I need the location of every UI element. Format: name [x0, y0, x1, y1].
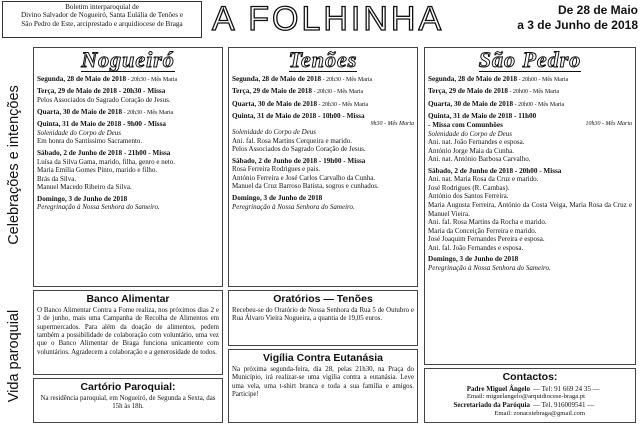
side-label-parish-life: Vida paroquial — [6, 309, 23, 403]
nogueiro-box — [33, 47, 223, 287]
event: Domingo, 3 de Junho de 2018 Peregrinação à Nossa Senhora do Sameiro. — [37, 194, 160, 212]
event: Segunda, 28 de Maio de 2018 - 20h30 - Mês Maria — [37, 75, 178, 83]
priest-email[interactable]: Email: miguelangelo@arquidiocese-braga.pt — [466, 393, 585, 401]
cartorio-text: Na residência paroquial, em Nogueiró, de Segunda a Sexta, das 15h às 18h. — [40, 394, 216, 411]
secretariat-row: Secretariado da Paróquia — Tel. 916009541 — — [453, 401, 595, 410]
info-line: São Pedro de Este, arciprestado e arquidiocese de Braga — [21, 19, 183, 28]
tenoes-title: Tenões — [288, 47, 358, 72]
oratorios-box — [228, 290, 418, 346]
event: Terça, 29 de Maio de 2018 - 20h30 - Missa Pelos Associados do Sagrado Coração de Jesus. — [37, 87, 171, 105]
side-label-celebrations: Celebrações e intenções — [6, 85, 23, 245]
date-line-2: a 3 de Junho de 2018 — [517, 18, 638, 32]
vigilia-text: Na próxima segunda-feira, dia 28, pelas 21h30, na Praça do Município, irá realizar-se uma vigília contra a eutanásia. Leve uma vela, uma t-shirt branca e toda a sua família e amigos. Participe! — [232, 365, 414, 399]
tenoes-box: Tenões Segunda, 28 de Maio de 2018 - 20h30 - Mês Maria Terça, 29 de Maio de 2018 - 20h30 - Mês Maria Quarta, 30 de Maio de 2018 - 20h30 - Mês Maria Quinta, 31 de Maio de 2018 - 10h00 - Missa 9h30 - Mês Maria Solenidade do Corpo de Deus Ani. fal. Rosa Martins Cerqueira e marido. Pelos Associados do Sagrado Coração de Jesus. Sábado, 2 de Junho de 2018 - 19h00 - Missa Rosa Ferreira Rodrigues e pais. António Ferreira e José Carlos Carvalho da Cunha. Manuel da Cruz Barroso Batista, sogros e cunhados. Domingo, 3 de Junho de 2018 Peregrinação à Nossa Senhora do Sameiro. — [228, 47, 418, 287]
oratorios-title: Oratórios — Tenões — [273, 293, 373, 305]
event: Domingo, 3 de Junho de 2018 Peregrinação à Nossa Senhora do Sameiro. — [232, 194, 355, 211]
banco-alimentar-title: Banco Alimentar — [86, 293, 170, 305]
info-line: Boletim interparoquial de — [65, 3, 139, 11]
contacts-title: Contactos: — [502, 371, 558, 383]
date-range — [468, 3, 638, 33]
event: Domingo, 3 de Junho de 2018 Peregrinação à Nossa Senhora do Sameiro. — [428, 255, 551, 272]
contacts-box — [424, 368, 636, 423]
event: Quinta, 31 de Maio de 2018 - 9h00 - Missa Solenidade do Corpo de Deus Em honra do Santíssimo Sacramento. — [37, 119, 166, 146]
priest-row: Padre Miguel Ângelo — Tel: 91 669 24 35 — — [466, 384, 600, 393]
oratorios-text: Recebeu-se do Oratório de Nossa Senhora da Rua 5 de Outubro e Rua Álvaro Vieira Nogueira, a quantia de 19,05 euros. — [232, 306, 414, 323]
event: Quarta, 30 de Maio de 2018 - 20h30 - Mês Maria — [37, 107, 174, 116]
sao-pedro-title: São Pedro — [478, 47, 582, 72]
secretariat-email[interactable]: Email: zonacstebraga@gmail.com — [494, 409, 585, 417]
event: Sábado, 2 de Junho de 2018 - 19h00 - Missa Rosa Ferreira Rodrigues e pais. António Ferreira e José Carlos Carvalho da Cunha. Manuel da Cruz Barroso Batista, sogros e cunhados. — [232, 156, 379, 191]
event: Quinta, 31 de Maio de 2018 - 11h00 - Missa com Comunhões 10h30 - Mês Maria Solenidade do Corpo de Deus Ani. nat. João Fernandes e esposa. António Jorge Maia da Cunha. Ani. nat. António Barbosa Carvalho. — [428, 111, 632, 164]
event: Sábado, 2 de Junho de 2018 - 20h00 - Missa Ani. nat. Maria Rosa da Cruz e marido. José Rodrigues (R. Cambas). António dos Santos Ferreira. Maria Augusta Ferreira, António da Costa Veiga, Maria Rosa da Cruz e Manuel Vieira. Ani. fal. Rosa Martins da Rocha e marido. Maria da Conceição Ferreira e marido. José Joaquim Fernandes Pereira e esposa. Ani. fal. João Fernandes e esposa. — [428, 166, 632, 252]
vigilia-title: Vigília Contra Eutanásia — [262, 352, 383, 364]
banco-alimentar-text: O Banco Alimentar Contra a Fome realiza, nos próximos dias 2 e 3 de junho, mais uma Campanha de Recolha de Alimentos em supermercados. Para além da doação de alimentos, pedem também a possibilidade de colaboração com voluntário, uma vez que o Banco Alimentar de Braga funciona unicamente com voluntários. Agradecem a colaboração e a generosidade de todos. — [37, 306, 219, 356]
info-line: Divino Salvador de Nogueiró, Santa Eulália de Tenões e — [20, 11, 184, 20]
event: Sábado, 2 de Junho de 2018 - 21h00 - Missa Luísa da Silva Gama, marido, filha, genro e neto. Maria Emília Gomes Pinto, marido e filho. Brás da Silva. Manuel Macedo Ribeiro da Silva. — [37, 148, 176, 192]
nogueiro-title: Nogueiró — [81, 47, 175, 72]
vigilia-box — [228, 349, 418, 423]
banco-alimentar-box — [33, 290, 223, 375]
date-line-1: De 28 de Maio — [557, 3, 638, 17]
event: Quinta, 31 de Maio de 2018 - 10h00 - Missa 9h30 - Mês Maria Solenidade do Corpo de Deus Ani. fal. Rosa Martins Cerqueira e marido. Pelos Associados do Sagrado Coração de Jesus. — [232, 111, 414, 154]
cartorio-title: Cartório Paroquial: — [80, 381, 176, 393]
cartorio-box — [33, 378, 223, 423]
bulletin-info-box — [2, 1, 202, 38]
masthead-title: A FOLHINHA — [212, 0, 445, 38]
sao-pedro-box: São Pedro Segunda, 28 de Maio de 2018 - 20h00 - Mês Maria Terça, 29 de Maio de 2018 - 20h00 - Mês Maria Quarta, 30 de Maio de 2018 - 20h00 - Mês Maria Quinta, 31 de Maio de 2018 - 11h00 - Missa com Comunhões 10h30 - Mês Maria Solenidade do Corpo de Deus Ani. nat. João Fernandes e esposa. António Jorge Maia da Cunha. Ani. nat. António Barbosa Carvalho. Sábado, 2 de Junho de 2018 - 20h00 - Missa Ani. nat. Maria Rosa da Cruz e marido. José Rodrigues (R. Cambas). António dos Santos Ferreira. Maria Augusta Ferreira, António da Costa Veiga, Maria Rosa da Cruz e Manuel Vieira. Ani. fal. Rosa Martins da Rocha e marido. Maria da Conceição Ferreira e marido. José Joaquim Fernandes Pereira e esposa. Ani. fal. João Fernandes e esposa. Domingo, 3 de Junho de 2018 Peregrinação à Nossa Senhora do Sameiro. — [424, 47, 636, 365]
